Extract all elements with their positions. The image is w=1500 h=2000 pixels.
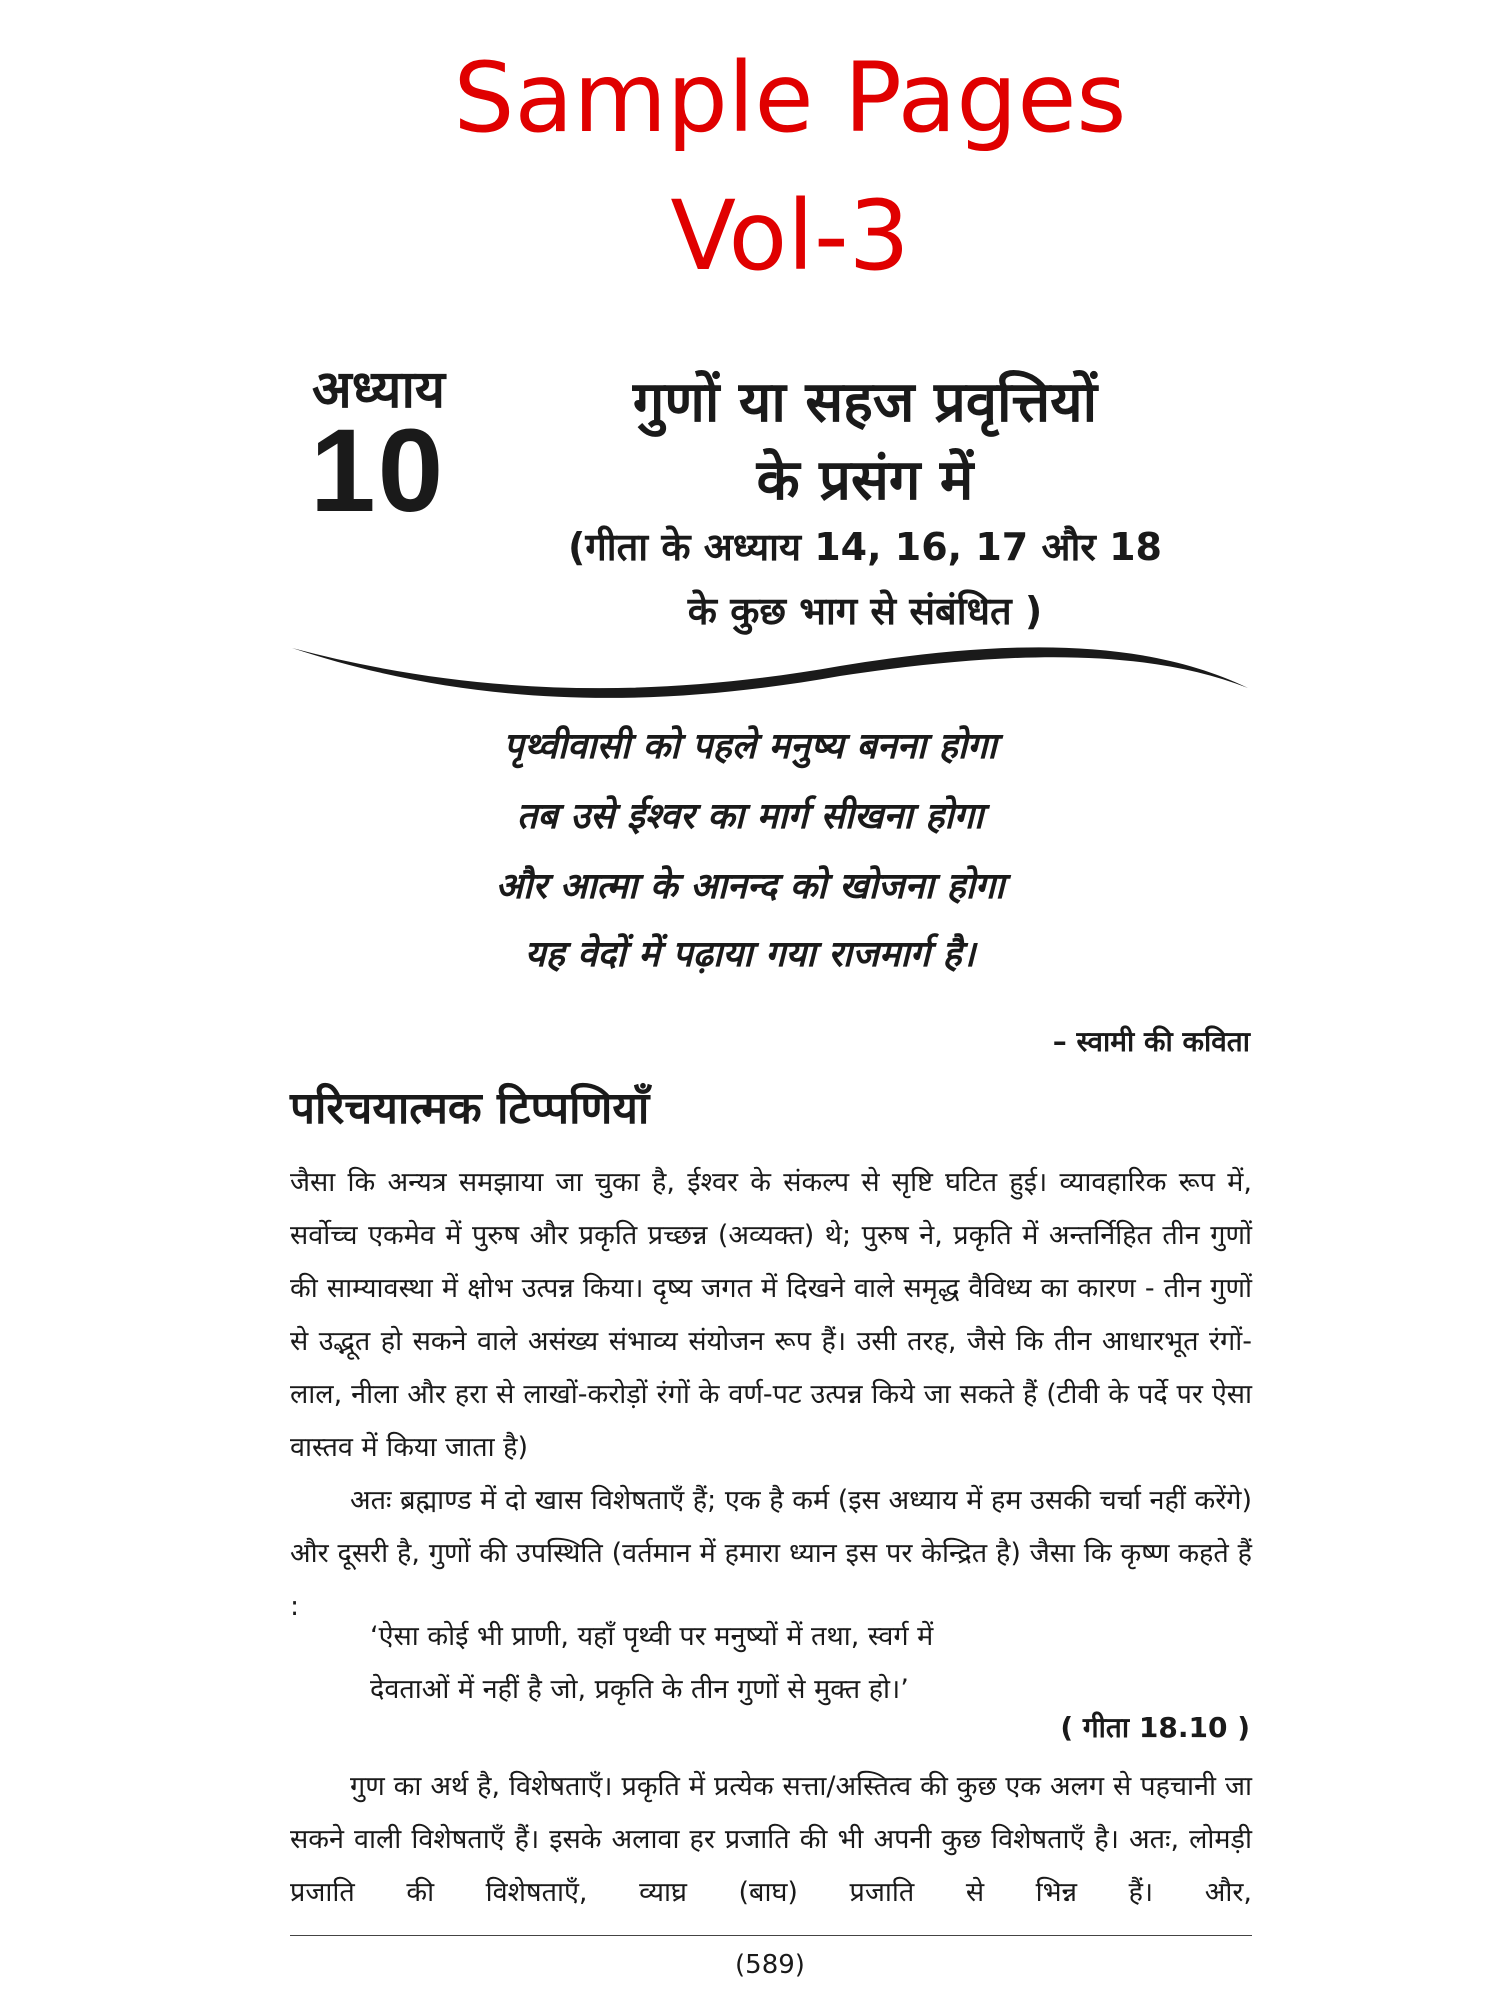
- poem-line-2: तब उसे ईश्वर का मार्ग सीखना होगा: [516, 796, 984, 837]
- chapter-number: 10: [310, 405, 446, 537]
- poem-line-4: यह वेदों में पढ़ाया गया राजमार्ग है।: [524, 934, 976, 975]
- chapter-subtitle-line-1: (गीता के अध्याय 14, 16, 17 और 18: [568, 525, 1162, 569]
- poem-line-3: और आत्मा के आनन्द को खोजना होगा: [495, 866, 1005, 907]
- chapter-title-line-2: के प्रसंग में: [756, 448, 974, 513]
- footer-rule: [290, 1935, 1252, 1936]
- chapter-subtitle-line-2: के कुछ भाग से संबंधित ): [687, 589, 1043, 633]
- volume-banner: Vol-3: [670, 180, 910, 292]
- quote-line-1: ‘ऐसा कोई भी प्राणी, यहाँ पृथ्वी पर मनुष्यों में तथा, स्वर्ग में: [370, 1621, 934, 1652]
- paragraph-1: जैसा कि अन्यत्र समझाया जा चुका है, ईश्वर के संकल्प से सृष्टि घटित हुई। व्यावहारिक रूप में, सर्वोच्च एकमेव में पुरुष और प्रकृति प्रच्छन्न (अव्यक्त) थे; पुरुष ने, प्रकृति में अन्तर्निहित तीन गुणों की साम्यावस्था में क्षोभ उत्पन्न किया। दृष्य जगत में दिखने वाले समृद्ध वैविध्य का कारण - तीन गुणों से उद्भूत हो सकने वाले असंख्य संभाव्य संयोजन रूप हैं। उसी तरह, जैसे कि तीन आधारभूत रंगों-लाल, नीला और हरा से लाखों-करोड़ों रंगों के वर्ण-पट उत्पन्न किये जा सकते हैं (टीवी के पर्दे पर ऐसा वास्तव में किया जाता है): [290, 1167, 1252, 1463]
- paragraph-3: गुण का अर्थ है, विशेषताएँ। प्रकृति में प्रत्येक सत्ता/अस्तित्व की कुछ एक अलग से पहचानी जा सकने वाली विशेषताएँ हैं। इसके अलावा हर प्रजाति की भी अपनी कुछ विशेषताएँ है। अतः, लोमड़ी प्रजाति की विशेषताएँ, व्याघ्र (बाघ) प्रजाति से भिन्न हैं। और,: [290, 1771, 1252, 1908]
- poem-line-1: पृथ्वीवासी को पहले मनुष्य बनना होगा: [503, 726, 997, 767]
- sample-pages-banner: Sample Pages: [453, 42, 1127, 154]
- decorative-swoosh: [280, 618, 1260, 708]
- paragraph-2: अतः ब्रह्माण्ड में दो खास विशेषताएँ हैं; एक है कर्म (इस अध्याय में हम उसकी चर्चा नहीं करेंगे) और दूसरी है, गुणों की उपस्थिति (वर्तमान में हमारा ध्यान इस पर केन्द्रित है) जैसा कि कृष्ण कहते हैं :: [290, 1485, 1252, 1622]
- quote-line-2: देवताओं में नहीं है जो, प्रकृति के तीन गुणों से मुक्त हो।’: [370, 1674, 909, 1705]
- poem-attribution: – स्वामी की कविता: [1052, 1025, 1250, 1058]
- gita-quote: [370, 1610, 1190, 1716]
- section-heading: परिचयात्मक टिप्पणियाँ: [290, 1083, 650, 1134]
- chapter-title-line-1: गुणों या सहज प्रवृत्तियों: [632, 370, 1098, 435]
- chapter-label: अध्याय: [312, 360, 446, 420]
- page-number: (589): [735, 1950, 805, 1980]
- quote-citation: ( गीता 18.10 ): [1060, 1711, 1250, 1744]
